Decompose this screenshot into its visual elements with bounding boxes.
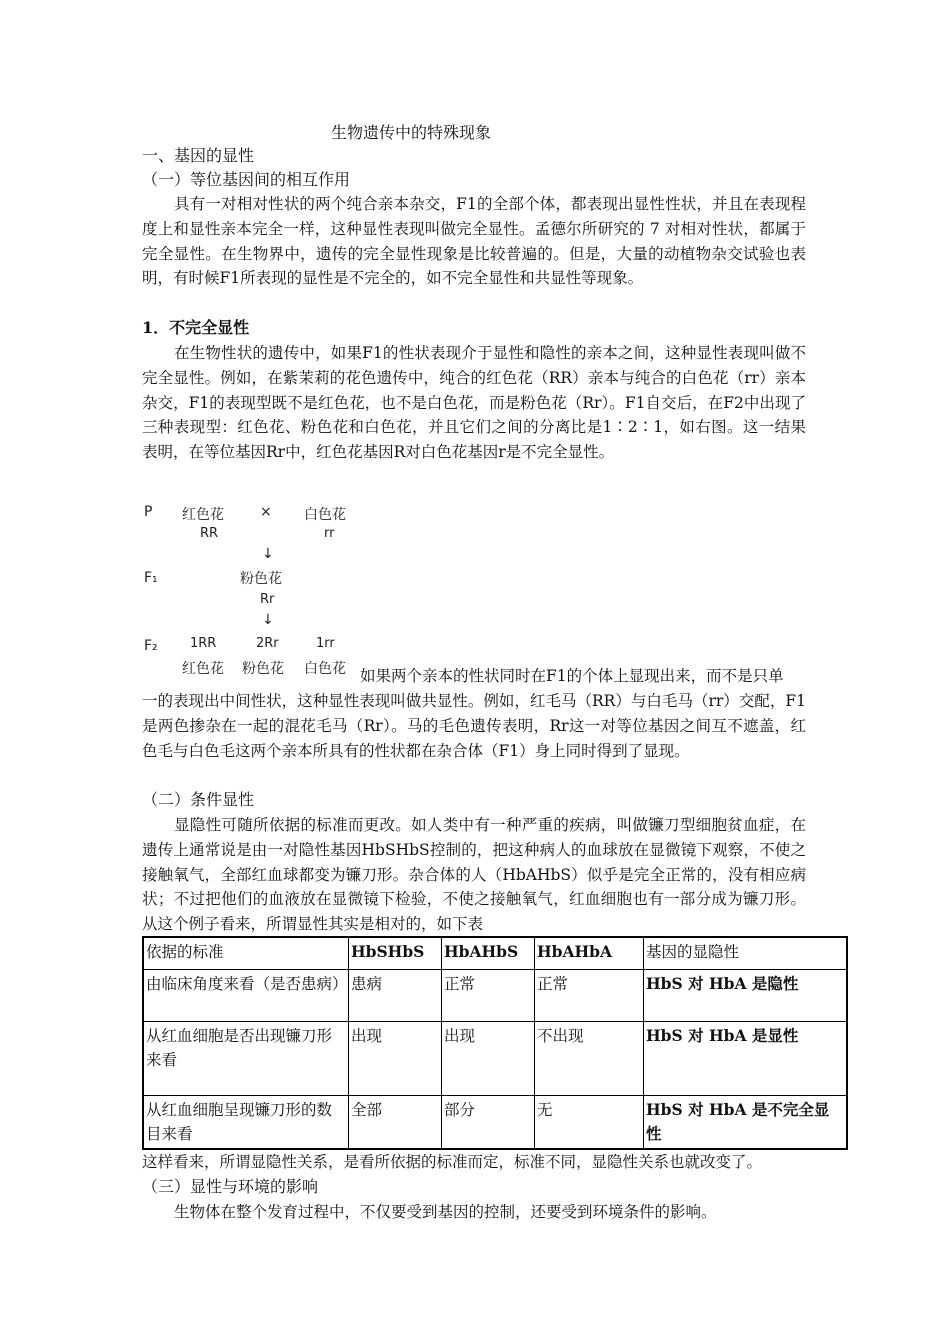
subsection-heading-1: （一）等位基因间的相互作用 (142, 170, 351, 189)
diagram-genotype-Rr: Rr (260, 592, 275, 607)
paragraph-complete-dominance: 具有一对相对性状的两个纯合亲本杂交，F1的全部个体，都表现出显性性状，并且在表现程度上和显性亲本完全一样，这种显性表现叫做完全显性。孟德尔所研究的 7 对相对性状，都属于完全显性。在生物界中，遗传的完全显性现象是比较普遍的。但是，大量的动植物杂交试验也表明，有时候F1所表现的显性是不完全的，如不完全显性和共显性等现象。 (142, 195, 806, 288)
table-header-cell: HbAHbS (442, 937, 535, 969)
diagram-cross-symbol: × (260, 504, 272, 520)
section-heading-1: 一、基因的显性 (142, 146, 255, 165)
table-cell: 患病 (349, 969, 442, 1021)
diagram-f2-red: 红色花 (182, 661, 224, 677)
table-cell: HbS 对 HbA 是隐性 (644, 969, 848, 1021)
paragraph-incomplete-dominance: 在生物性状的遗传中，如果F1的性状表现介于显性和隐性的亲本之间，这种显性表现叫做不完全显性。例如，在紫茉莉的花色遗传中，纯合的红色花（RR）亲本与纯合的白色花（rr）亲本杂交，F1的表现型既不是红色花，也不是白色花，而是粉色花（Rr）。F1自交后，在F2中出现了三种表现型：红色花、粉色花和白色花，并且它们之间的分离比是1∶2∶1，如右图。这一结果表明，在等位基因Rr中，红色花基因R对白色花基因r是不完全显性。 (142, 344, 806, 462)
diagram-f2-white: 白色花 (304, 661, 346, 677)
table-header-cell: HbSHbS (349, 937, 442, 969)
table-cell: 正常 (535, 969, 644, 1021)
table-row (143, 1095, 847, 1149)
paragraph-conditional-dominance: 显隐性可随所依据的标准而更改。如人类中有一种严重的疾病，叫做镰刀型细胞贫血症，在遗传上通常说是由一对隐性基因HbSHbS控制的，把这种病人的血球放在显微镜下观察，不使之接触氧气，全部红血球都变为镰刀形。杂合体的人（HbAHbS）似乎是完全正常的，没有相应病状；不过把他们的血液放在显微镜下检验，不使之接触氧气，红血细胞也有一部分成为镰刀形。从这个例子看来，所谓显性其实是相对的，如下表 (142, 816, 806, 934)
table-header-cell: 依据的标准 (143, 937, 349, 969)
table-cell: 部分 (442, 1095, 535, 1149)
diagram-genotype-rr: rr (324, 526, 335, 541)
table-cell: 正常 (442, 969, 535, 1021)
table-cell: 从红血细胞呈现镰刀形的数目来看 (143, 1095, 349, 1149)
diagram-f2-2Rr: 2Rr (256, 636, 279, 651)
dominance-table (142, 936, 848, 1150)
heading-incomplete-dominance: 1．不完全显性 (142, 318, 250, 337)
table-header-cell: 基因的显隐性 (644, 937, 848, 969)
document-title: 生物遗传中的特殊现象 (330, 123, 491, 142)
table-cell: 全部 (349, 1095, 442, 1149)
diagram-f1-label: F₁ (144, 570, 158, 586)
diagram-arrow-2: ↓ (262, 612, 274, 628)
table-cell: 出现 (442, 1021, 535, 1095)
table-row (143, 969, 847, 1021)
table-cell: 由临床角度来看（是否患病） (143, 969, 349, 1021)
diagram-arrow-1: ↓ (262, 546, 274, 562)
table-cell: 出现 (349, 1021, 442, 1095)
paragraph-codominance: 一的表现出中间性状，这种显性表现叫做共显性。例如，红毛马（RR）与白毛马（rr）交配，F1是两色掺杂在一起的混花毛马（Rr）。马的毛色遗传表明，Rr这一对等位基因之间互不遮盖，红色毛与白色毛这两个亲本所具有的性状都在杂合体（F1）身上同时得到了显现。 (142, 692, 806, 760)
table-header-cell: HbAHbA (535, 937, 644, 969)
diagram-white-flower: 白色花 (304, 507, 346, 523)
table-row (143, 1021, 847, 1095)
diagram-f2-1RR: 1RR (190, 636, 217, 651)
diagram-p-label: P (144, 504, 153, 520)
table-cell: HbS 对 HbA 是不完全显性 (644, 1095, 848, 1149)
diagram-f2-label: F₂ (144, 638, 158, 654)
table-cell: 无 (535, 1095, 644, 1149)
paragraph-relative-dominance: 这样看来，所谓显隐性关系，是看所依据的标准而定，标准不同，显隐性关系也就改变了。 (142, 1153, 763, 1171)
diagram-pink-flower: 粉色花 (240, 571, 282, 587)
paragraph-environment: 生物体在整个发育过程中，不仅要受到基因的控制，还要受到环境条件的影响。 (174, 1203, 717, 1221)
diagram-f2-1rr: 1rr (316, 636, 335, 651)
diagram-red-flower: 红色花 (182, 507, 224, 523)
table-cell: 不出现 (535, 1021, 644, 1095)
table-cell: 从红血细胞是否出现镰刀形来看 (143, 1021, 349, 1095)
diagram-genotype-RR: RR (200, 526, 219, 541)
table-header-row (143, 937, 847, 969)
subsection-heading-2: （二）条件显性 (142, 790, 255, 809)
table-cell: HbS 对 HbA 是显性 (644, 1021, 848, 1095)
cross-diagram (142, 500, 362, 680)
paragraph-codominance-start: 如果两个亲本的性状同时在F1的个体上显现出来，而不是只单 (360, 667, 784, 685)
diagram-f2-pink: 粉色花 (242, 661, 284, 677)
subsection-heading-3: （三）显性与环境的影响 (142, 1177, 319, 1196)
